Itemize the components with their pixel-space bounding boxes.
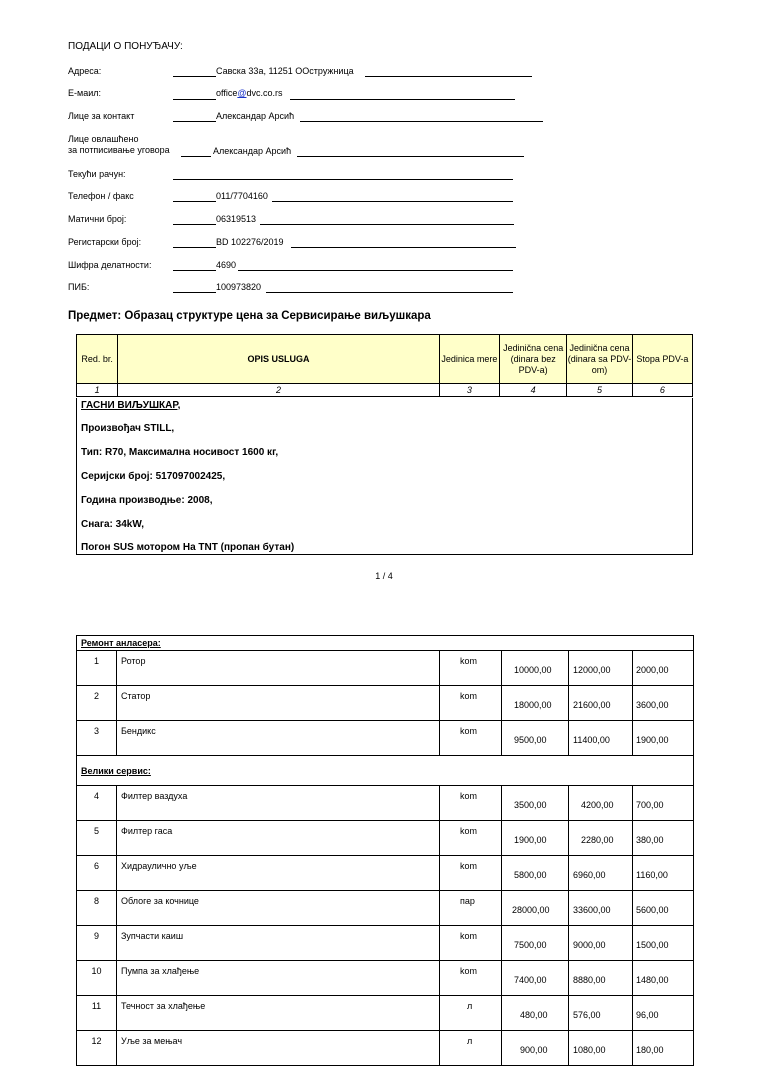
- row-price-no-vat: 7400,00: [502, 961, 569, 996]
- field-underline: [238, 270, 513, 271]
- row-number: 9: [77, 926, 117, 961]
- field-underline: [173, 99, 216, 100]
- field-value-email: office@dvc.co.rs: [216, 88, 283, 98]
- field-underline: [173, 76, 216, 77]
- field-label-contact: Лице за контакт: [68, 111, 135, 121]
- row-price-with-vat: 9000,00: [569, 926, 633, 961]
- row-description: Филтер ваздуха: [117, 786, 440, 821]
- row-description: Ротор: [117, 651, 440, 686]
- field-value-contact: Александар Арсић: [216, 111, 295, 121]
- header-unit: Jedinica mere: [439, 335, 499, 384]
- column-number: 5: [567, 384, 632, 397]
- header-unit-price-no-vat: Jedinična cena (dinara bez PDV-a): [500, 335, 567, 384]
- table-row: [77, 786, 694, 821]
- row-vat: 1160,00: [633, 856, 694, 891]
- field-value-address: Савска 33а, 11251 ООстружница: [216, 66, 354, 76]
- header-vat-rate: Stopa PDV-a: [632, 335, 692, 384]
- table-row: [77, 1031, 694, 1066]
- row-unit: л: [440, 996, 502, 1031]
- row-number: 3: [77, 721, 117, 756]
- field-label-phone: Телефон / факс: [68, 191, 134, 201]
- page-number: 1 / 4: [375, 571, 393, 581]
- description-line: Година производње: 2008,: [81, 495, 213, 506]
- field-label-activity-code: Шифра делатности:: [68, 260, 152, 270]
- table-row: [77, 856, 694, 891]
- row-description: Зупчасти каиш: [117, 926, 440, 961]
- row-number: 1: [77, 651, 117, 686]
- row-vat: 2000,00: [633, 651, 694, 686]
- field-value-tax-id: 100973820: [216, 282, 262, 292]
- table-row: [77, 651, 694, 686]
- table-row: [77, 686, 694, 721]
- row-price-no-vat: 7500,00: [502, 926, 569, 961]
- row-description: Течност за хлађење: [117, 996, 440, 1031]
- header-unit-price-with-vat: Jedinična cena (dinara sa PDV-om): [567, 335, 632, 384]
- row-unit: kom: [440, 856, 502, 891]
- row-description: Филтер гаса: [117, 821, 440, 856]
- row-vat: 1500,00: [633, 926, 694, 961]
- row-vat: 380,00: [633, 821, 694, 856]
- row-price-with-vat: 8880,00: [569, 961, 633, 996]
- section-title-starter-repair: Ремонт анласера:: [77, 636, 694, 651]
- description-line: Произвођач STILL,: [81, 423, 175, 434]
- row-unit: kom: [440, 651, 502, 686]
- row-price-with-vat: 21600,00: [569, 686, 633, 721]
- field-underline: [266, 292, 513, 293]
- column-number: 6: [632, 384, 692, 397]
- row-price-with-vat: 33600,00: [569, 891, 633, 926]
- row-unit: kom: [440, 786, 502, 821]
- field-label-email: Е-маил:: [68, 88, 101, 98]
- field-label-reg-number: Матични број:: [68, 214, 127, 224]
- column-number: 1: [77, 384, 118, 397]
- row-price-no-vat: 18000,00: [502, 686, 569, 721]
- field-value-phone: 011/7704160: [216, 191, 268, 201]
- row-price-with-vat: 1080,00: [569, 1031, 633, 1066]
- row-vat: 3600,00: [633, 686, 694, 721]
- description-line: Погон SUS мотором На TNT (пропан бутан): [81, 542, 295, 553]
- row-price-no-vat: 28000,00: [502, 891, 569, 926]
- field-underline: [181, 156, 211, 157]
- row-description: Облоге за кочнице: [117, 891, 440, 926]
- description-line: Серијски број: 517097002425,: [81, 471, 226, 482]
- field-underline: [260, 224, 514, 225]
- field-value-register-number: BD 102276/2019: [216, 237, 284, 247]
- table-row: [77, 996, 694, 1031]
- field-underline: [290, 99, 515, 100]
- row-price-with-vat: 4200,00: [569, 786, 633, 821]
- field-underline: [300, 121, 543, 122]
- table-row: [77, 891, 694, 926]
- table-row: [77, 721, 694, 756]
- field-label-authorized-line1: Лице овлашћено: [68, 134, 139, 144]
- row-description: Пумпа за хлађење: [117, 961, 440, 996]
- field-label-register-number: Регистарски број:: [68, 237, 142, 247]
- column-number: 2: [118, 384, 440, 397]
- row-vat: 180,00: [633, 1031, 694, 1066]
- field-label-address: Адреса:: [68, 66, 102, 76]
- field-value-activity-code: 4690: [216, 260, 237, 270]
- table-row: [77, 821, 694, 856]
- bidder-section-title: ПОДАЦИ О ПОНУЂАЧУ:: [68, 41, 183, 52]
- row-price-with-vat: 12000,00: [569, 651, 633, 686]
- row-description: Статор: [117, 686, 440, 721]
- row-price-no-vat: 3500,00: [502, 786, 569, 821]
- row-price-no-vat: 9500,00: [502, 721, 569, 756]
- field-underline: [365, 76, 532, 77]
- row-price-with-vat: 6960,00: [569, 856, 633, 891]
- row-price-no-vat: 900,00: [502, 1031, 569, 1066]
- field-label-authorized: [68, 134, 170, 156]
- row-unit: kom: [440, 926, 502, 961]
- row-vat: 5600,00: [633, 891, 694, 926]
- row-unit: kom: [440, 961, 502, 996]
- table-row: [77, 926, 694, 961]
- field-label-authorized-line2: за потписивање уговора: [68, 145, 170, 155]
- row-description: Уље за мењач: [117, 1031, 440, 1066]
- field-underline: [173, 201, 216, 202]
- row-number: 10: [77, 961, 117, 996]
- row-number: 8: [77, 891, 117, 926]
- row-number: 4: [77, 786, 117, 821]
- subject-heading: Предмет: Образац структуре цена за Сервисирање виљушкара: [68, 310, 431, 322]
- row-unit: kom: [440, 686, 502, 721]
- field-underline: [173, 247, 216, 248]
- description-line: Тип: R70, Максимална носивост 1600 кг,: [81, 447, 279, 458]
- field-underline: [297, 156, 524, 157]
- table-row: [77, 961, 694, 996]
- field-label-tax-id: ПИБ:: [68, 282, 90, 292]
- row-number: 11: [77, 996, 117, 1031]
- row-unit: kom: [440, 721, 502, 756]
- field-value-reg-number: 06319513: [216, 214, 257, 224]
- row-unit: л: [440, 1031, 502, 1066]
- forklift-description: [76, 398, 693, 555]
- row-price-with-vat: 576,00: [569, 996, 633, 1031]
- row-price-with-vat: 11400,00: [569, 721, 633, 756]
- price-structure-header-table: [76, 334, 693, 397]
- header-service-description: OPIS USLUGA: [118, 335, 440, 384]
- row-description: Бендикс: [117, 721, 440, 756]
- row-vat: 1900,00: [633, 721, 694, 756]
- field-underline: [173, 270, 216, 271]
- row-vat: 700,00: [633, 786, 694, 821]
- row-number: 6: [77, 856, 117, 891]
- row-unit: kom: [440, 821, 502, 856]
- row-unit: пар: [440, 891, 502, 926]
- field-underline: [173, 224, 216, 225]
- description-line: Снага: 34kW,: [81, 519, 145, 530]
- row-number: 2: [77, 686, 117, 721]
- column-number: 3: [439, 384, 499, 397]
- row-price-no-vat: 480,00: [502, 996, 569, 1031]
- price-items-table: [76, 635, 694, 1066]
- field-underline: [173, 292, 216, 293]
- row-number: 12: [77, 1031, 117, 1066]
- column-number: 4: [500, 384, 567, 397]
- field-label-account: Текући рачун:: [68, 169, 126, 179]
- row-price-no-vat: 1900,00: [502, 821, 569, 856]
- row-price-no-vat: 5800,00: [502, 856, 569, 891]
- row-description: Хидраулично уље: [117, 856, 440, 891]
- field-value-authorized: Александар Арсић: [213, 146, 292, 156]
- section-title-major-service: Велики сервис:: [77, 756, 694, 786]
- row-number: 5: [77, 821, 117, 856]
- row-vat: 96,00: [633, 996, 694, 1031]
- row-price-with-vat: 2280,00: [569, 821, 633, 856]
- field-underline: [272, 201, 513, 202]
- field-underline: [173, 121, 216, 122]
- row-vat: 1480,00: [633, 961, 694, 996]
- description-line: ГАСНИ ВИЉУШКАР,: [81, 400, 181, 411]
- header-row-number: Red. br.: [77, 335, 118, 384]
- field-underline: [173, 179, 513, 180]
- field-underline: [291, 247, 516, 248]
- row-price-no-vat: 10000,00: [502, 651, 569, 686]
